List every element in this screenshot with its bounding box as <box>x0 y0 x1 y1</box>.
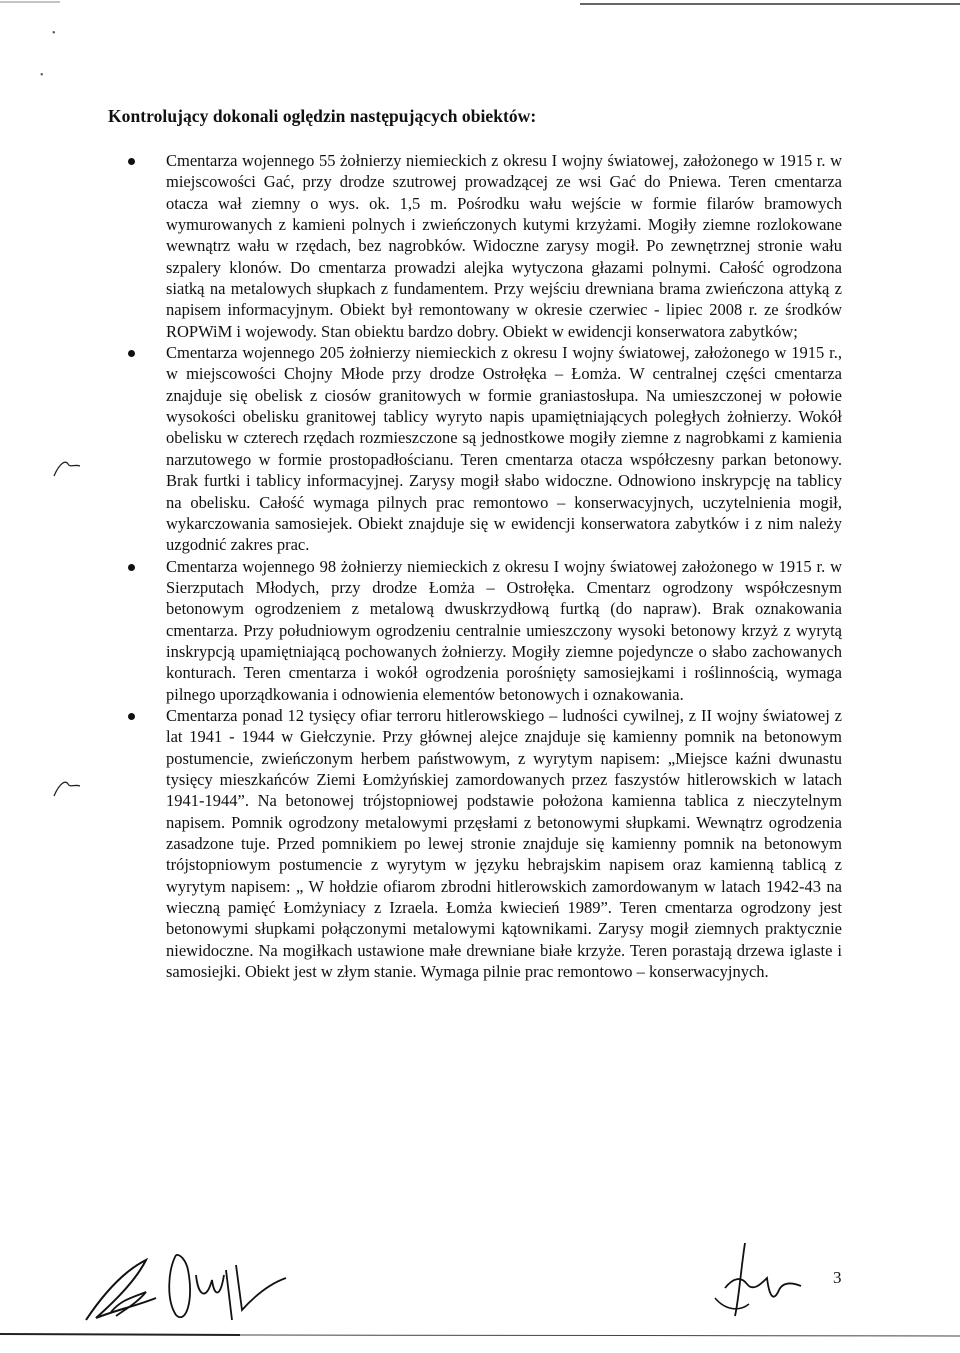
margin-check-mark <box>52 458 82 478</box>
page-number: 3 <box>833 1268 842 1287</box>
scan-speck: • <box>52 28 56 39</box>
bullet-icon <box>128 350 135 357</box>
handwritten-signature-left <box>76 1240 316 1330</box>
list-item-text: Cmentarza wojennego 98 żołnierzy niemieckich z okresu I wojny światowej założonego w 1915 r. w Sierzputach Młodych, przy drodze Łomża – Ostrołęka. Cmentarz ogrodzony współczesnym betonowym ogrodzeniem z metalową dwuskrzydłową furtką (do napraw). Brak oznakowania cmentarza. Przy południowym ogrodzeniu centralnie umieszczony wysoki betonowy krzyż z wyrytą inskrypcją upamiętniającą pochowanych żołnierzy. Mogiły ziemne pojedyncze o słabo zachowanych konturach. Teren cmentarza i wokół ogrodzenia porośnięty samosiejkami i roślinnością, wymaga pilnego uporządkowania i odnowienia elementów betonowych i oznakowania. <box>166 556 842 704</box>
list-item-text: Cmentarza wojennego 55 żołnierzy niemieckich z okresu I wojny światowej, założonego w 1915 r. w miejscowości Gać, przy drodze szutrowej prowadzącej ze wsi Gać do Pniewa. Teren cmentarza otacza wał ziemny o wys. ok. 1,5 m. Pośrodku wału wejście w formie filarów bramowych wymurowanych z kamieni polnych i zwieńczonych kutymi krzyżami. Mogiły ziemne rozlokowane wewnątrz wału w rzędach, bez nagrobków. Widoczne zarysy mogił. Po zewnętrznej stronie wału szpalery klonów. Do cmentarza prowadzi alejka wytyczona głazami polnymi. Całość ogrodzona siatką na metalowych słupkach z fundamentem. Przy wejściu drewniana brama zwieńczona attyką z napisem informacyjnym. Obiekt był remontowany w okresie czerwiec - lipiec 2008 r. ze środków ROPWiM i wojewody. Stan obiektu bardzo dobry. Obiekt w ewidencji konserwatora zabytków; <box>166 151 842 341</box>
scan-edge-line-top <box>0 0 960 10</box>
scan-edge-line-bottom <box>0 1330 960 1342</box>
list-item-gac <box>128 150 842 342</box>
list-item-gielczyn <box>128 705 842 982</box>
list-item-text: Cmentarza ponad 12 tysięcy ofiar terroru hitlerowskiego – ludności cywilnej, z II wojny światowej z lat 1941 - 1944 w Giełczynie. Przy głównej alejce znajduje się kamienny pomnik na betonowym postumencie, zwieńczonym herbem państwowym, z wyrytym napisem: „Miejsce kaźni dwunastu tysięcy mieszkańców Ziemi Łomżyńskiej zamordowanych przez faszystów hitlerowskich w latach 1941-1944”. Na betonowej trójstopniowej podstawie położona kamienna tablica z nieczytelnym napisem. Pomnik ogrodzony metalowymi przęsłami z betonowymi słupkami. Wewnątrz ogrodzenia zasadzone tuje. Przed pomnikiem po lewej stronie znajduje się kamienny pomnik na betonowym trójstopniowym postumencie z wyrytym w języku hebrajskim napisem oraz kamienną tablicą z wyrytym napisem: „ W hołdzie ofiarom zbrodni hitlerowskich zamordowanym w latach 1942-43 na wieczną pamięć Łomżyniacy z Izraela. Łomża kwiecień 1989”. Teren cmentarza ogrodzony jest betonowymi słupkami połączonymi metalowymi kątownikami. Zarysy mogił ziemnych praktycznie niewidoczne. Na mogiłkach ustawione małe drewniane białe krzyże. Teren porastają drzewa iglaste i samosiejki. Obiekt jest w złym stanie. Wymaga pilnie prac remontowo – konserwacyjnych. <box>166 705 842 982</box>
section-heading: Kontrolujący dokonali oględzin następujących obiektów: <box>108 106 537 126</box>
scan-speck: • <box>40 70 44 81</box>
handwritten-initials-right <box>705 1238 815 1320</box>
bullet-icon <box>128 564 135 571</box>
bullet-icon <box>128 158 135 165</box>
list-item-text: Cmentarza wojennego 205 żołnierzy niemieckich z okresu I wojny światowej, założonego w 1915 r., w miejscowości Chojny Młode przy drodze Ostrołęka – Łomża. W centralnej części cmentarza znajduje się obelisk z ciosów granitowych w formie graniastosłupa. Na umieszczonej w połowie wysokości obelisku granitowej tablicy wyryto napis upamiętniających poległych żołnierzy. Wokół obelisku w czterech rzędach rozmieszczone są jednostkowe mogiły ziemne z nagrobkami z kamienia narzutowego w formie prostopadłościanu. Teren cmentarza otacza współczesny parkan betonowy. Brak furtki i tablicy informacyjnej. Zarysy mogił słabo widoczne. Odnowiono inskrypcję na tablicy na obelisku. Całość wymaga pilnych prac remontowo – konserwacyjnych, uczytelnienia mogił, wykarczowania samosiejek. Obiekt znajduje się w ewidencji konserwatora zabytków i z nim należy uzgodnić zakres prac. <box>166 343 842 555</box>
list-item-sierzputy-mlode <box>128 556 842 705</box>
objects-list <box>128 150 842 982</box>
bullet-icon <box>128 713 135 720</box>
margin-check-mark <box>52 778 82 798</box>
list-item-chojny-mlode <box>128 342 842 555</box>
